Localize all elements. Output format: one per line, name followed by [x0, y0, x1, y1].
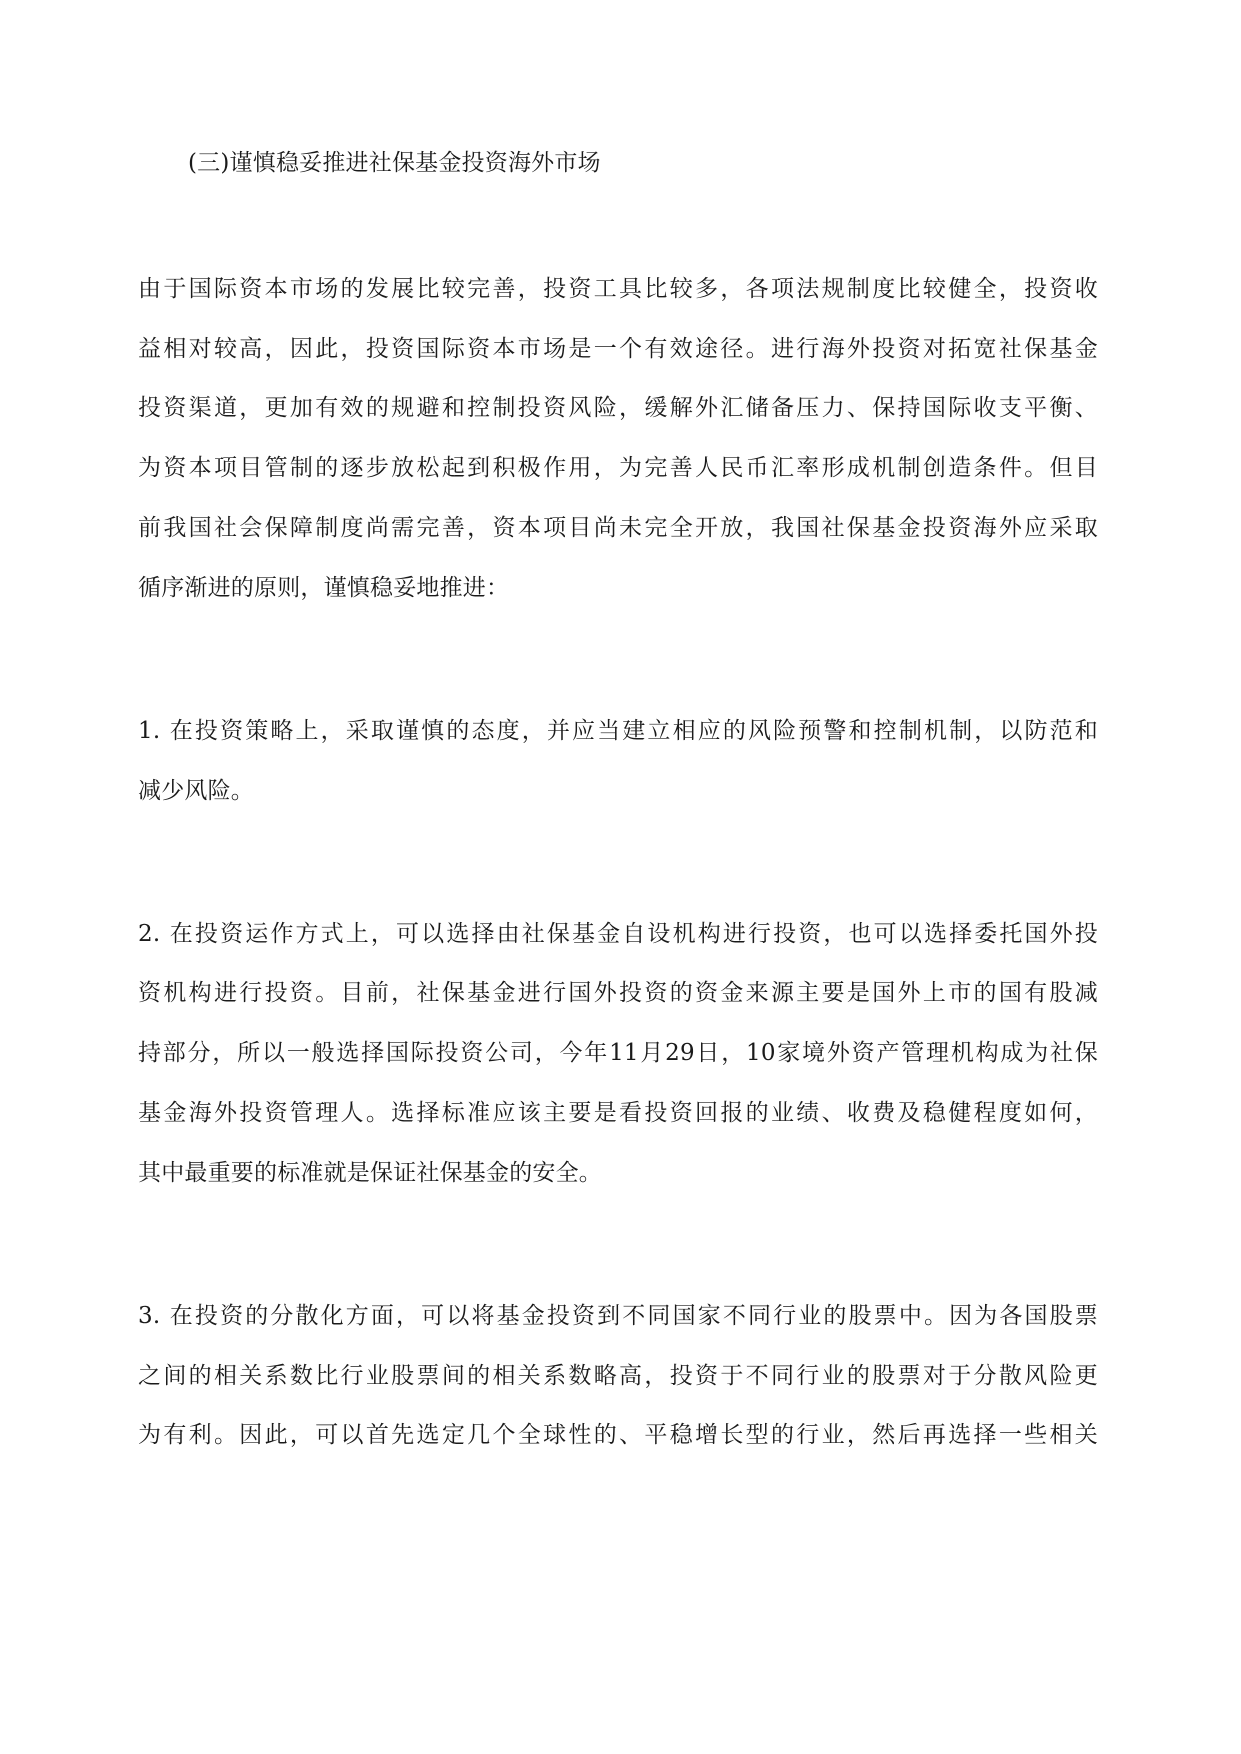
section-heading: (三)谨慎稳妥推进社保基金投资海外市场 [188, 150, 601, 176]
paragraph-1-line: 益相对较高，因此，投资国际资本市场是一个有效途径。进行海外投资对拓宽社保基金 [138, 336, 1098, 362]
paragraph-4-line: 3. 在投资的分散化方面，可以将基金投资到不同国家不同行业的股票中。因为各国股票 [138, 1303, 1098, 1329]
paragraph-1-line: 投资渠道，更加有效的规避和控制投资风险，缓解外汇储备压力、保持国际收支平衡、 [138, 395, 1098, 421]
paragraph-3-line: 基金海外投资管理人。选择标准应该主要是看投资回报的业绩、收费及稳健程度如何， [138, 1100, 1098, 1126]
paragraph-1-line: 前我国社会保障制度尚需完善，资本项目尚未完全开放，我国社保基金投资海外应采取 [138, 515, 1098, 541]
paragraph-3-line: 2. 在投资运作方式上，可以选择由社保基金自设机构进行投资，也可以选择委托国外投 [138, 921, 1098, 947]
paragraph-3-line: 资机构进行投资。目前，社保基金进行国外投资的资金来源主要是国外上市的国有股减 [138, 980, 1098, 1006]
paragraph-4-line: 为有利。因此，可以首先选定几个全球性的、平稳增长型的行业，然后再选择一些相关 [138, 1422, 1098, 1448]
paragraph-2-line: 减少风险。 [138, 778, 254, 804]
paragraph-3-line: 持部分，所以一般选择国际投资公司，今年11月29日，10家境外资产管理机构成为社保 [138, 1040, 1098, 1066]
paragraph-2-line: 1. 在投资策略上，采取谨慎的态度，并应当建立相应的风险预警和控制机制，以防范和 [138, 718, 1098, 744]
paragraph-1-line: 为资本项目管制的逐步放松起到积极作用，为完善人民币汇率形成机制创造条件。但目 [138, 455, 1098, 481]
paragraph-1-line: 循序渐进的原则，谨慎稳妥地推进： [138, 575, 510, 601]
paragraph-3-line: 其中最重要的标准就是保证社保基金的安全。 [138, 1160, 602, 1186]
paragraph-4-line: 之间的相关系数比行业股票间的相关系数略高，投资于不同行业的股票对于分散风险更 [138, 1363, 1098, 1389]
paragraph-1-line: 由于国际资本市场的发展比较完善，投资工具比较多，各项法规制度比较健全，投资收 [138, 276, 1098, 302]
